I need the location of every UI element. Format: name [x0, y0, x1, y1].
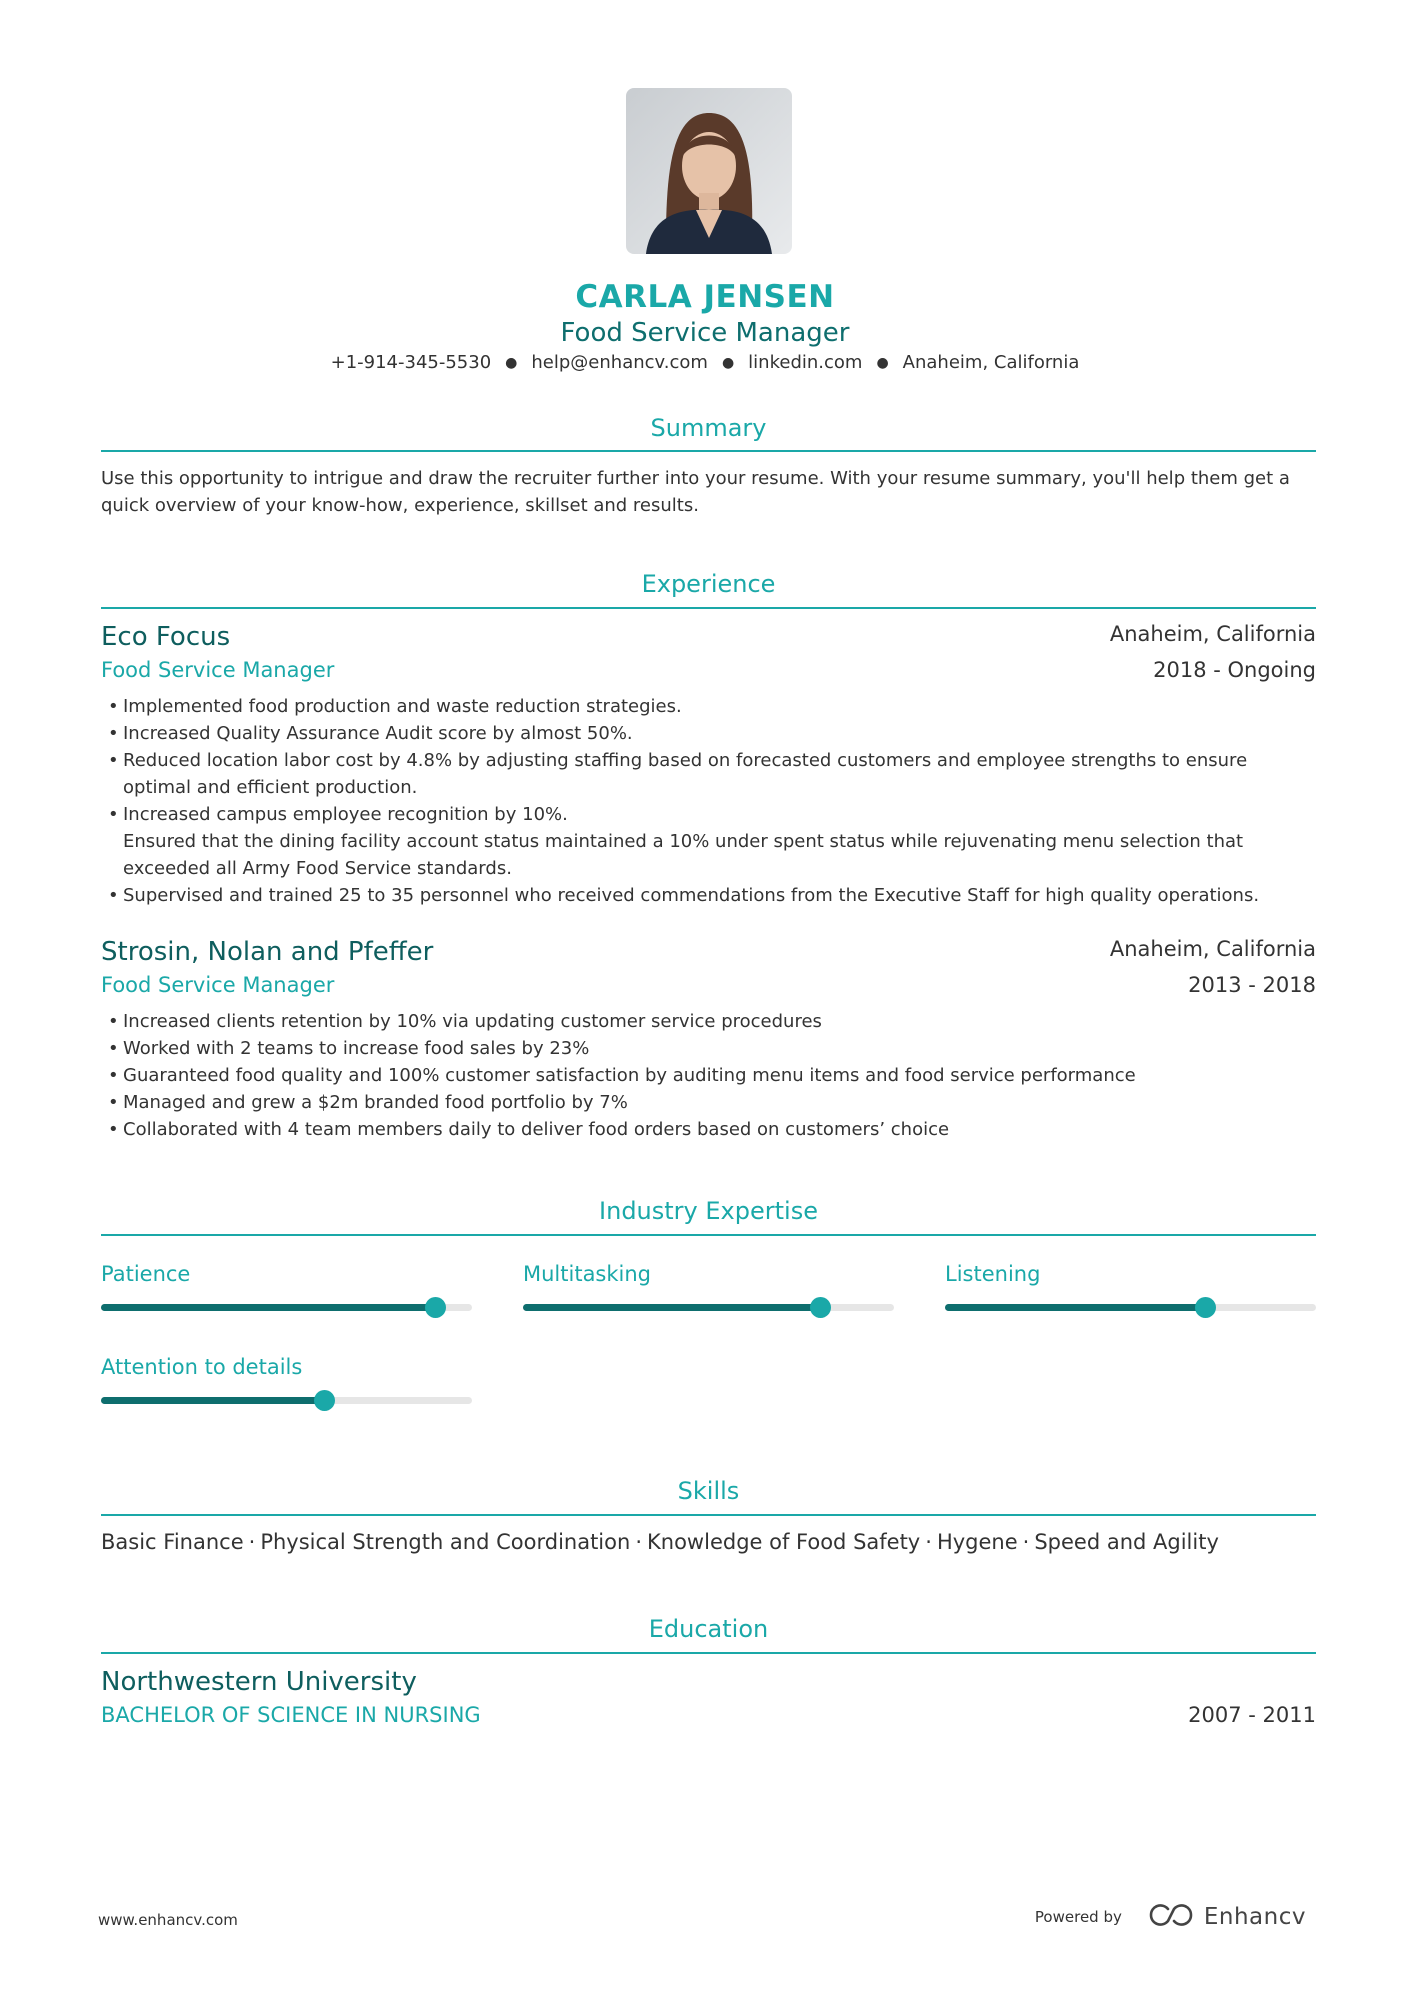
candidate-title: Food Service Manager: [560, 318, 850, 348]
list-item: • Increased Quality Assurance Audit score by almost 50%.: [101, 720, 1316, 747]
expertise-knob: [810, 1297, 831, 1318]
job-location: Anaheim, California: [1109, 937, 1316, 961]
job-bullets: [101, 693, 1316, 909]
expertise-track: [101, 1304, 472, 1311]
job-role: Food Service Manager: [101, 973, 335, 997]
expertise-fill: [101, 1304, 435, 1311]
expertise-label: Listening: [945, 1262, 1041, 1286]
section-divider: [101, 607, 1316, 609]
skill-tag: Speed and Agility: [1034, 1530, 1219, 1554]
contact-line: [0, 352, 1410, 373]
section-divider: [101, 450, 1316, 452]
separator-dot: ·: [248, 1530, 256, 1554]
list-item: • Supervised and trained 25 to 35 personnel who received commendations from the Executive Staff for high quality operations.: [101, 882, 1316, 909]
expertise-item: [101, 1355, 472, 1404]
expertise-fill: [523, 1304, 820, 1311]
section-title-skills: Skills: [677, 1477, 740, 1505]
job-dates: 2018 - Ongoing: [1153, 658, 1316, 682]
skill-tag: Hygene: [936, 1530, 1018, 1554]
list-item: • Reduced location labor cost by 4.8% by adjusting staffing based on forecasted customers and employee strengths to ensure optimal and efficient production.: [101, 747, 1316, 801]
profile-photo: [626, 88, 792, 254]
job-role: Food Service Manager: [101, 658, 335, 682]
list-item: • Increased clients retention by 10% via updating customer service procedures: [101, 1008, 1316, 1035]
footer-branding: [1035, 1903, 1306, 1931]
education-degree: BACHELOR OF SCIENCE IN NURSING: [101, 1703, 481, 1727]
expertise-item: [101, 1262, 472, 1311]
expertise-knob: [425, 1297, 446, 1318]
list-item: • Worked with 2 teams to increase food sales by 23%: [101, 1035, 1316, 1062]
expertise-fill: [945, 1304, 1205, 1311]
expertise-item: [945, 1262, 1316, 1311]
separator-dot: ●: [505, 355, 518, 371]
job-location: Anaheim, California: [1109, 622, 1316, 646]
footer-website[interactable]: www.enhancv.com: [98, 1911, 238, 1929]
education-years: 2007 - 2011: [1188, 1703, 1316, 1727]
section-divider: [101, 1514, 1316, 1516]
summary-text: Use this opportunity to intrigue and draw the recruiter further into your resume. With your resume summary, you'll help them get a quick overview of your know-how, experience, skillset and results.: [101, 468, 1290, 516]
brand-name: Enhancv: [1203, 1904, 1306, 1930]
separator-dot: ·: [635, 1530, 642, 1554]
separator-dot: ●: [876, 355, 889, 371]
section-divider: [101, 1234, 1316, 1236]
expertise-track: [945, 1304, 1316, 1311]
candidate-name: CARLA JENSEN: [575, 279, 835, 315]
list-item: • Implemented food production and waste reduction strategies.: [101, 693, 1316, 720]
education-school: Northwestern University: [101, 1667, 417, 1697]
skill-tag: Knowledge of Food Safety: [647, 1530, 921, 1554]
location: Anaheim, California: [902, 352, 1080, 373]
list-item: Ensured that the dining facility account status maintained a 10% under spent status while rejuvenating menu selection that exceeded all Army Food Service standards.: [123, 831, 1244, 879]
section-title-expertise: Industry Expertise: [599, 1197, 818, 1225]
skill-tag: Basic Finance: [101, 1530, 244, 1554]
expertise-track: [101, 1397, 472, 1404]
email[interactable]: help@enhancv.com: [531, 352, 708, 373]
expertise-label: Patience: [101, 1262, 191, 1286]
job-bullets: [101, 1008, 1316, 1143]
expertise-label: Attention to details: [101, 1355, 303, 1379]
list-item: • Collaborated with 4 team members daily to deliver food orders based on customers’ choice: [101, 1116, 1316, 1143]
separator-dot: ·: [925, 1530, 932, 1554]
job-dates: 2013 - 2018: [1188, 973, 1316, 997]
section-title-summary: Summary: [650, 414, 767, 442]
separator-dot: ·: [1022, 1530, 1030, 1554]
job-company: Eco Focus: [101, 622, 231, 652]
linkedin[interactable]: linkedin.com: [748, 352, 863, 373]
section-divider: [101, 1652, 1316, 1654]
separator-dot: ●: [721, 355, 735, 371]
skills-list: [101, 1530, 1316, 1554]
list-item: • Guaranteed food quality and 100% customer satisfaction by auditing menu items and food service performance: [101, 1062, 1316, 1089]
section-title-experience: Experience: [641, 570, 776, 598]
expertise-knob: [1195, 1297, 1216, 1318]
expertise-knob: [314, 1390, 335, 1411]
list-item: • Increased campus employee recognition by 10%.: [101, 801, 1316, 828]
expertise-item: [523, 1262, 894, 1311]
section-title-education: Education: [648, 1615, 769, 1643]
list-item: • Managed and grew a $2m branded food portfolio by 7%: [101, 1089, 1316, 1116]
powered-by-label: Powered by: [1034, 1908, 1122, 1926]
expertise-track: [523, 1304, 894, 1311]
enhancv-logo-icon: [1148, 1903, 1194, 1931]
expertise-fill: [101, 1397, 324, 1404]
job-company: Strosin, Nolan and Pfeffer: [101, 937, 434, 967]
phone[interactable]: +1-914-345-5530: [330, 352, 492, 373]
skill-tag: Physical Strength and Coordination: [260, 1530, 631, 1554]
expertise-label: Multitasking: [523, 1262, 652, 1286]
